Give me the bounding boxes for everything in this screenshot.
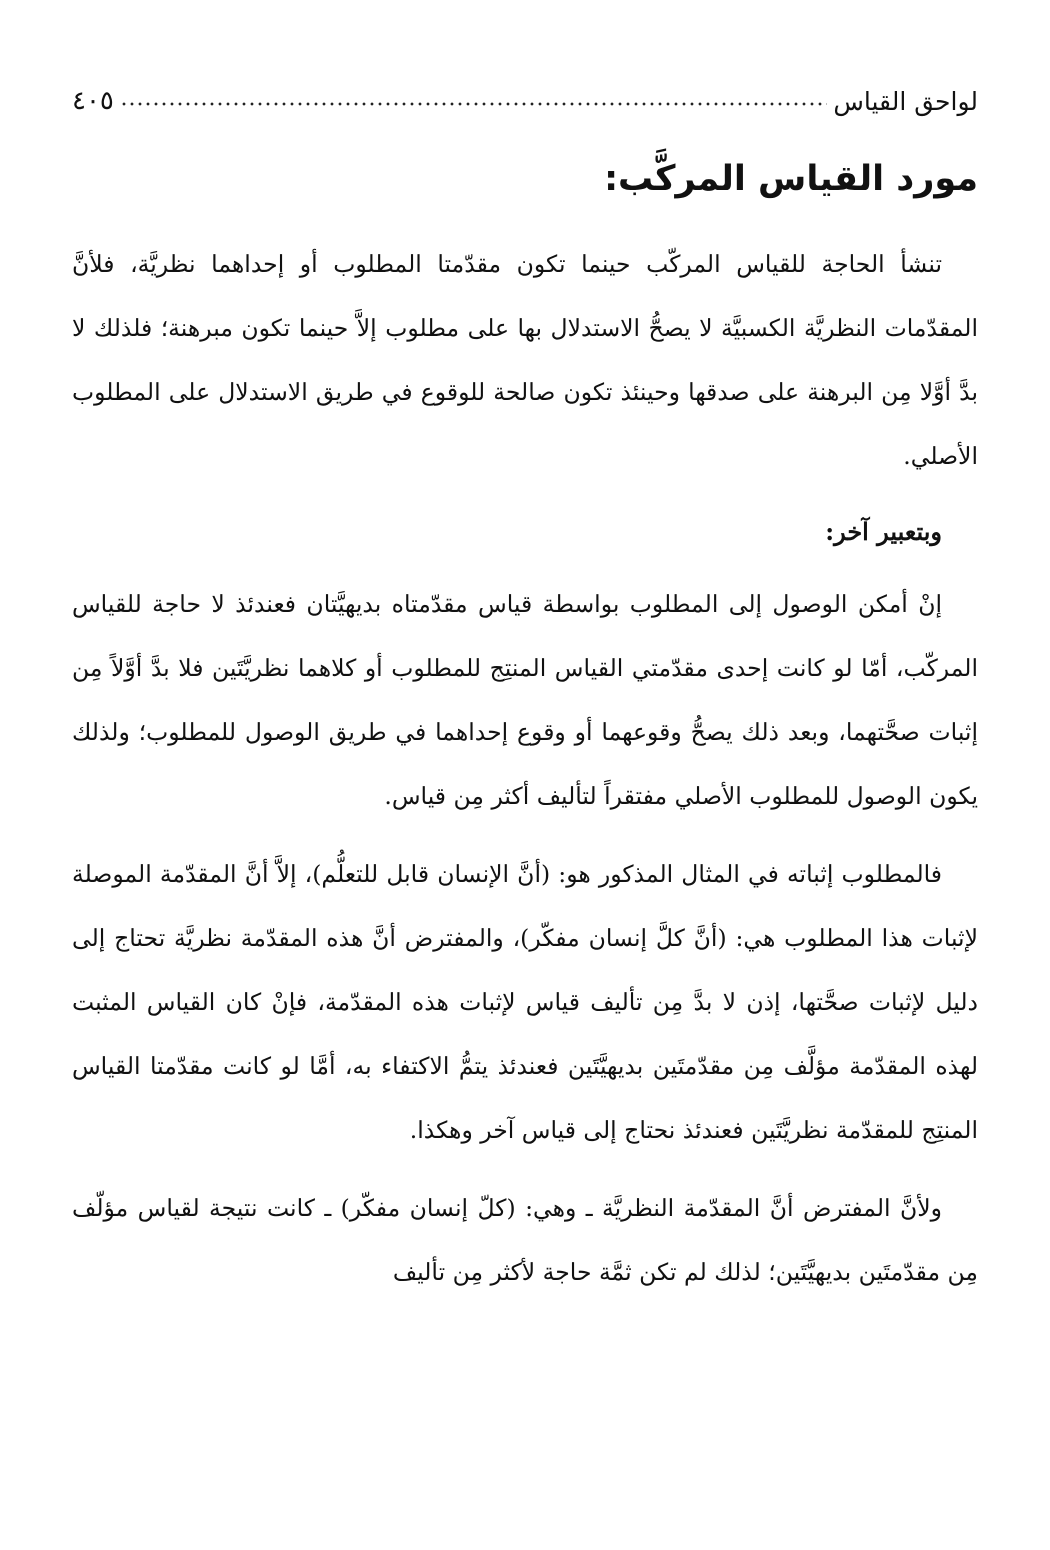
paragraph-4: ولأنَّ المفترض أنَّ المقدّمة النظريَّة ـ وهي: (كلّ إنسان مفكّر) ـ كانت نتيجة لقياس مؤلّف مِن مقدّمتَين بديهيَّتَين؛ لذلك لم تكن ثمَّة حاجة لأكثر مِن تأليف [72,1194,978,1286]
page-body [72,150,978,1318]
subheading: وبتعبير آخر: [825,517,942,546]
page-number: ٤٠٥ [72,86,114,116]
paragraph-1: تنشأ الحاجة للقياس المركّب حينما تكون مقدّمتا المطلوب أو إحداهما نظريَّة، فلأنَّ المقدّمات النظريَّة الكسبيَّة لا يصحُّ الاستدلال بها على مطلوب إلاَّ حينما تكون مبرهنة؛ فلذلك لا بدَّ أوَّلا مِن البرهنة على صدقها وحينئذ تكون صالحة للوقوع في طريق الاستدلال على المطلوب الأصلي. [72,250,978,470]
running-header [72,68,978,116]
running-title: لواحق القياس [833,87,978,116]
paragraph-3: فالمطلوب إثباته في المثال المذكور هو: (أنَّ الإنسان قابل للتعلُّم)، إلاَّ أنَّ المقدّمة الموصلة لإثبات هذا المطلوب هي: (أنَّ كلَّ إنسان مفكّر)، والمفترض أنَّ هذه المقدّمة نظريَّة تحتاج إلى دليل لإثبات صحَّتها، إذن لا بدَّ مِن تأليف قياس لإثبات هذه المقدّمة، فإنْ كان القياس المثبت لهذه المقدّمة مؤلَّف مِن مقدّمتَين بديهيَّتَين فعندئذ يتمُّ الاكتفاء به، أمَّا لو كانت مقدّمتا القياس المنتِج للمقدّمة نظريَّتَين فعندئذ نحتاج إلى قياس آخر وهكذا. [72,860,978,1144]
dot-leader [120,101,827,107]
section-heading: مورد القياس المركَّب: [604,159,978,199]
paragraph-2: إنْ أمكن الوصول إلى المطلوب بواسطة قياس مقدّمتاه بديهيَّتان فعندئذ لا حاجة للقياس المركّب، أمّا لو كانت إحدى مقدّمتي القياس المنتِج للمطلوب أو كلاهما نظريَّتَين فلا بدَّ أوَّلاً مِن إثبات صحَّتهما، وبعد ذلك يصحُّ وقوعهما أو وقوع إحداهما في طريق الوصول للمطلوب؛ ولذلك يكون الوصول للمطلوب الأصلي مفتقراً لتأليف أكثر مِن قياس. [72,590,978,810]
